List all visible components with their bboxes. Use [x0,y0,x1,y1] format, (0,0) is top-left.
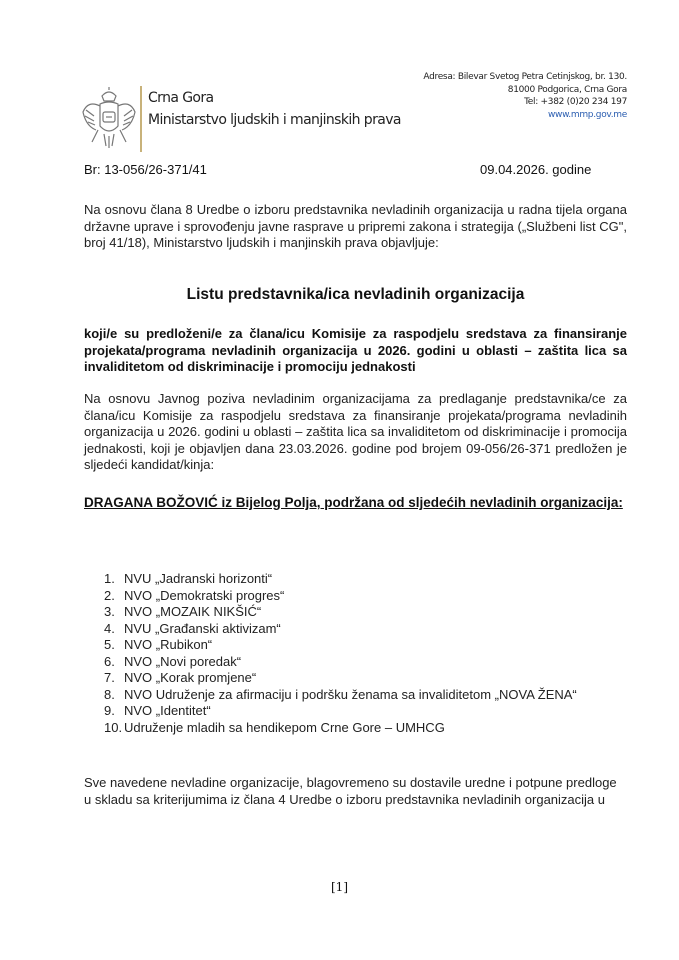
organization-name: NVU „Građanski aktivizam“ [124,620,281,636]
phone: Tel: +382 (0)20 234 197 [524,97,627,107]
item-number: 6. [104,653,115,669]
organization-name: NVO „MOZAIK NIKŠIĆ“ [124,604,262,619]
contact-block [423,71,627,121]
candidate-heading: DRAGANA BOŽOVIĆ iz Bijelog Polja, podržana od sljedećih nevladinih organizacija: [84,495,623,510]
coat-of-arms-icon [80,86,138,152]
document-title: Listu predstavnika/ica nevladinih organizacija [186,286,525,303]
reference-number: Br: 13-056/26-371/41 [84,162,207,177]
list-item [104,604,604,621]
ministry-name: Ministarstvo ljudskih i manjinskih prava [148,112,401,128]
city-line: 81000 Podgorica, Crna Gora [507,84,627,95]
list-item [104,654,604,671]
list-item [104,720,604,737]
organization-name: NVU „Jadranski horizonti“ [124,571,273,586]
organization-name: NVO „Demokratski progres“ [124,587,285,603]
website-link[interactable]: www.mmp.gov.me [547,109,627,120]
item-number: 2. [104,587,115,603]
document-date: 09.04.2026. godine [480,162,592,177]
list-item [104,687,604,704]
list-item [104,621,604,638]
list-item [104,670,604,687]
country-name: Crna Gora [148,90,214,106]
organization-name: NVO „Novi poredak“ [124,653,242,669]
body-paragraph: Na osnovu Javnog poziva nevladinim organizacijama za predlaganje predstavnika/ce za člana/icu Komisije za raspodjelu sredstava za finansiranje projekata/programa nevladinih organizacija u 2026. godini u oblasti – zaštita lica sa invaliditetom od diskriminacije i promocija jednakosti, koji je objavljen dana 23.03.2026. godine pod brojem 09-056/26-371 predložen je sljedeći kandidat/kinja: [84,391,627,472]
item-number: 4. [104,620,115,636]
list-item [104,588,604,605]
item-number: 1. [104,571,115,586]
list-item [104,571,604,588]
item-number: 10. [104,719,123,735]
address-line: Adresa: Bilevar Svetog Petra Cetinjskog, br. 130. [423,72,627,82]
item-number: 7. [104,670,115,685]
item-number: 9. [104,703,115,718]
item-number: 3. [104,604,115,619]
organizations-list [104,571,604,736]
item-number: 8. [104,686,115,702]
document-subtitle: koji/e su predloženi/e za člana/icu Komisije za raspodjelu sredstava za finansiranje projekata/programa nevladinih organizacija u 2026. godini u oblasti – zaštita lica sa invaliditetom od diskriminacije i promociju jednakosti [84,326,627,374]
page-number: [1] [331,880,348,894]
header-divider [140,86,142,152]
organization-name: Udruženje mladih sa hendikepom Crne Gore – UMHCG [124,719,445,735]
list-item [104,637,604,654]
item-number: 5. [104,637,115,652]
organization-name: NVO „Korak promjene“ [124,670,257,685]
organization-name: NVO „Identitet“ [124,703,211,718]
closing-paragraph: Sve navedene nevladine organizacije, blagovremeno su dostavile uredne i potpune predloge u skladu sa kriterijumima iz člana 4 Uredbe o izboru predstavnika nevladinih organizacija u [84,775,617,807]
organization-name: NVO Udruženje za afirmaciju i podršku ženama sa invaliditetom „NOVA ŽENA“ [124,686,577,702]
list-item [104,703,604,720]
intro-paragraph: Na osnovu člana 8 Uredbe o izboru predstavnika nevladinih organizacija u radna tijela organa državne uprave i sprovođenju javne rasprave u pripremi zakona i strategija („Službeni list CG", broj 41/18), Ministarstvo ljudskih i manjinskih prava objavljuje: [84,202,627,250]
organization-name: NVO „Rubikon“ [124,637,213,652]
